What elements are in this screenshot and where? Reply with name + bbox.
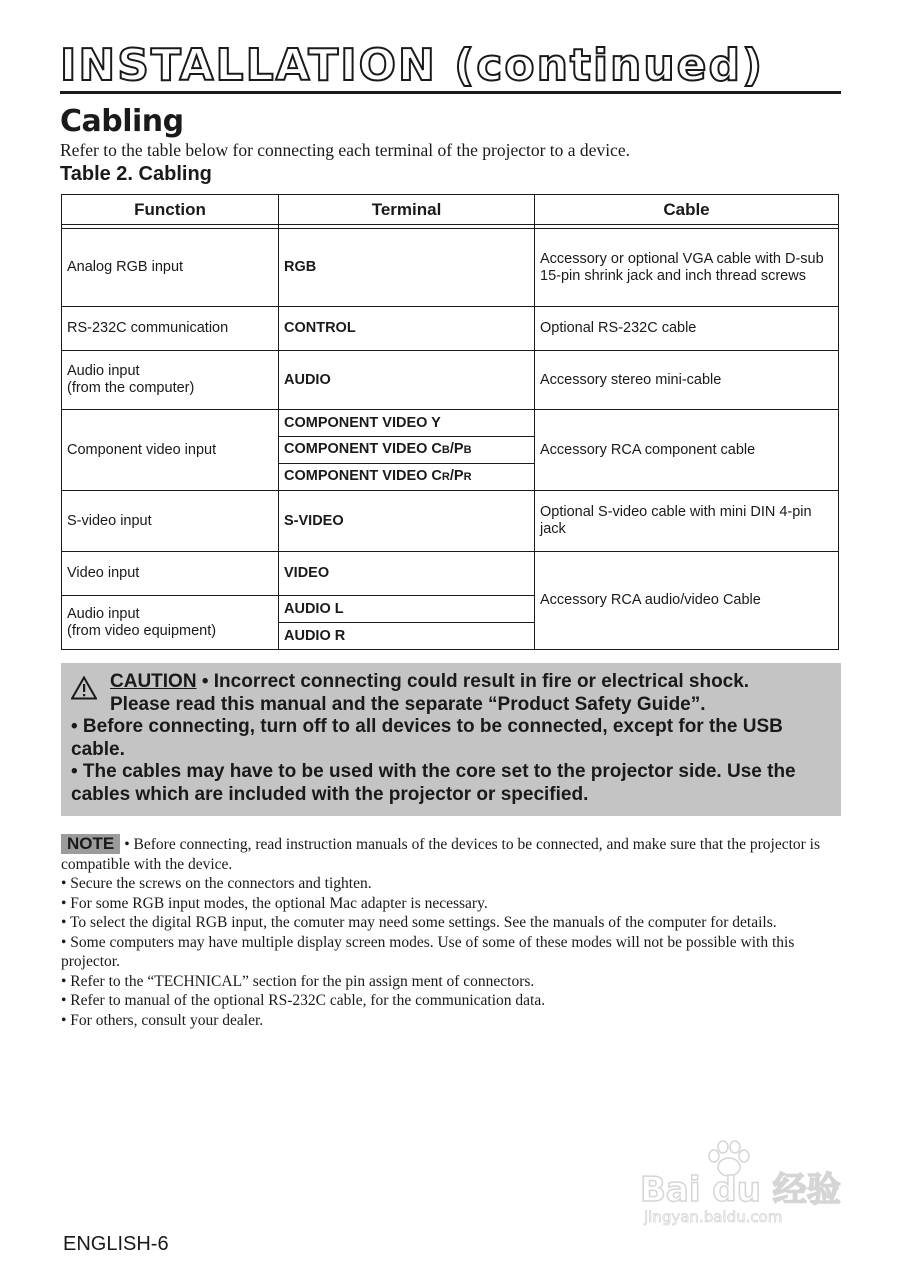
note-item: • For others, consult your dealer. bbox=[61, 1011, 264, 1029]
header-function: Function bbox=[62, 195, 279, 225]
terminal-cell: AUDIO L bbox=[279, 596, 535, 623]
note-item: • Refer to the “TECHNICAL” section for the pin assign ment of connectors. bbox=[61, 972, 535, 990]
terminal-cell bbox=[279, 464, 535, 491]
watermark-brand: Bai du 经验 bbox=[640, 1170, 841, 1210]
function-cell bbox=[62, 596, 279, 650]
terminal-cell: COMPONENT VIDEO Y bbox=[279, 410, 535, 437]
page-number: ENGLISH-6 bbox=[63, 1233, 169, 1255]
caution-bullet: • The cables may have to be used with the core set to the projector side. Use the cables which are included with the projector or specified. bbox=[71, 761, 796, 805]
terminal-cell bbox=[279, 437, 535, 464]
function-cell: Analog RGB input bbox=[62, 229, 279, 307]
terminal-cell: CONTROL bbox=[279, 307, 535, 351]
table-row bbox=[62, 307, 839, 351]
header-cable: Cable bbox=[535, 195, 839, 225]
function-line: Audio input bbox=[67, 605, 140, 622]
terminal-text: COMPONENT VIDEO C bbox=[284, 468, 442, 484]
table-row bbox=[62, 552, 839, 596]
function-cell bbox=[62, 351, 279, 410]
caution-line: • Incorrect connecting could result in fire or electrical shock. bbox=[196, 671, 750, 692]
watermark bbox=[640, 1140, 850, 1240]
header-terminal: Terminal bbox=[279, 195, 535, 225]
terminal-cell: AUDIO bbox=[279, 351, 535, 410]
table-row bbox=[62, 491, 839, 552]
cabling-table bbox=[61, 194, 839, 650]
note-item: • Before connecting, read instruction manuals of the devices to be connected, and make sure that the projector is compatible with the device. bbox=[61, 836, 821, 873]
note-item: • For some RGB input modes, the optional Mac adapter is necessary. bbox=[61, 894, 488, 912]
terminal-text: COMPONENT VIDEO C bbox=[284, 441, 442, 457]
notes-section bbox=[61, 834, 836, 1030]
watermark-url: jingyan.baidu.com bbox=[644, 1208, 783, 1226]
page-header-title: INSTALLATION (continued) bbox=[60, 40, 765, 91]
function-cell: Video input bbox=[62, 552, 279, 596]
cable-cell: Optional RS-232C cable bbox=[535, 307, 839, 351]
table-row bbox=[62, 229, 839, 307]
caution-label: CAUTION bbox=[110, 671, 197, 692]
table-row bbox=[62, 351, 839, 410]
function-cell: RS-232C communication bbox=[62, 307, 279, 351]
header-divider bbox=[60, 91, 841, 94]
function-line: Audio input bbox=[67, 363, 140, 379]
section-title: Cabling bbox=[60, 104, 184, 139]
function-line: (from video equipment) bbox=[67, 622, 217, 639]
table-header-row bbox=[62, 195, 839, 225]
caution-box bbox=[61, 663, 841, 816]
note-item: • Some computers may have multiple display screen modes. Use of some of these modes will not be possible with this projector. bbox=[61, 933, 795, 970]
terminal-subscript: B bbox=[441, 444, 450, 456]
table-row bbox=[62, 410, 839, 437]
terminal-text: /P bbox=[449, 468, 464, 484]
terminal-cell: AUDIO R bbox=[279, 623, 535, 650]
note-item: • Refer to manual of the optional RS-232C cable, for the communication data. bbox=[61, 992, 546, 1009]
table-title: Table 2. Cabling bbox=[60, 163, 212, 185]
caution-line: Please read this manual and the separate “Product Safety Guide”. bbox=[110, 693, 706, 715]
cable-cell: Accessory stereo mini-cable bbox=[535, 351, 839, 410]
intro-paragraph: Refer to the table below for connecting each terminal of the projector to a device. bbox=[60, 140, 630, 160]
note-item: • Secure the screws on the connectors and tighten. bbox=[61, 875, 372, 892]
terminal-subscript: R bbox=[463, 471, 472, 483]
cable-cell: Accessory RCA audio/video Cable bbox=[535, 552, 839, 650]
cable-cell: Accessory RCA component cable bbox=[535, 410, 839, 491]
terminal-cell: VIDEO bbox=[279, 552, 535, 596]
function-cell: S-video input bbox=[62, 491, 279, 552]
cable-cell: Optional S-video cable with mini DIN 4-pin jack bbox=[535, 491, 839, 552]
terminal-subscript: R bbox=[441, 471, 450, 483]
note-badge: NOTE bbox=[61, 834, 120, 854]
terminal-cell: RGB bbox=[279, 229, 535, 307]
terminal-subscript: B bbox=[463, 444, 472, 456]
function-cell: Component video input bbox=[62, 410, 279, 491]
cable-cell: Accessory or optional VGA cable with D-sub 15-pin shrink jack and inch thread screws bbox=[535, 229, 839, 307]
caution-bullet: • Before connecting, turn off to all devices to be connected, except for the USB cable. bbox=[71, 716, 783, 760]
caution-text bbox=[71, 671, 831, 806]
function-line: (from the computer) bbox=[67, 380, 195, 396]
terminal-text: /P bbox=[449, 441, 464, 457]
terminal-cell: S-VIDEO bbox=[279, 491, 535, 552]
note-item: • To select the digital RGB input, the comuter may need some settings. See the manuals of the computer for details. bbox=[61, 914, 777, 931]
